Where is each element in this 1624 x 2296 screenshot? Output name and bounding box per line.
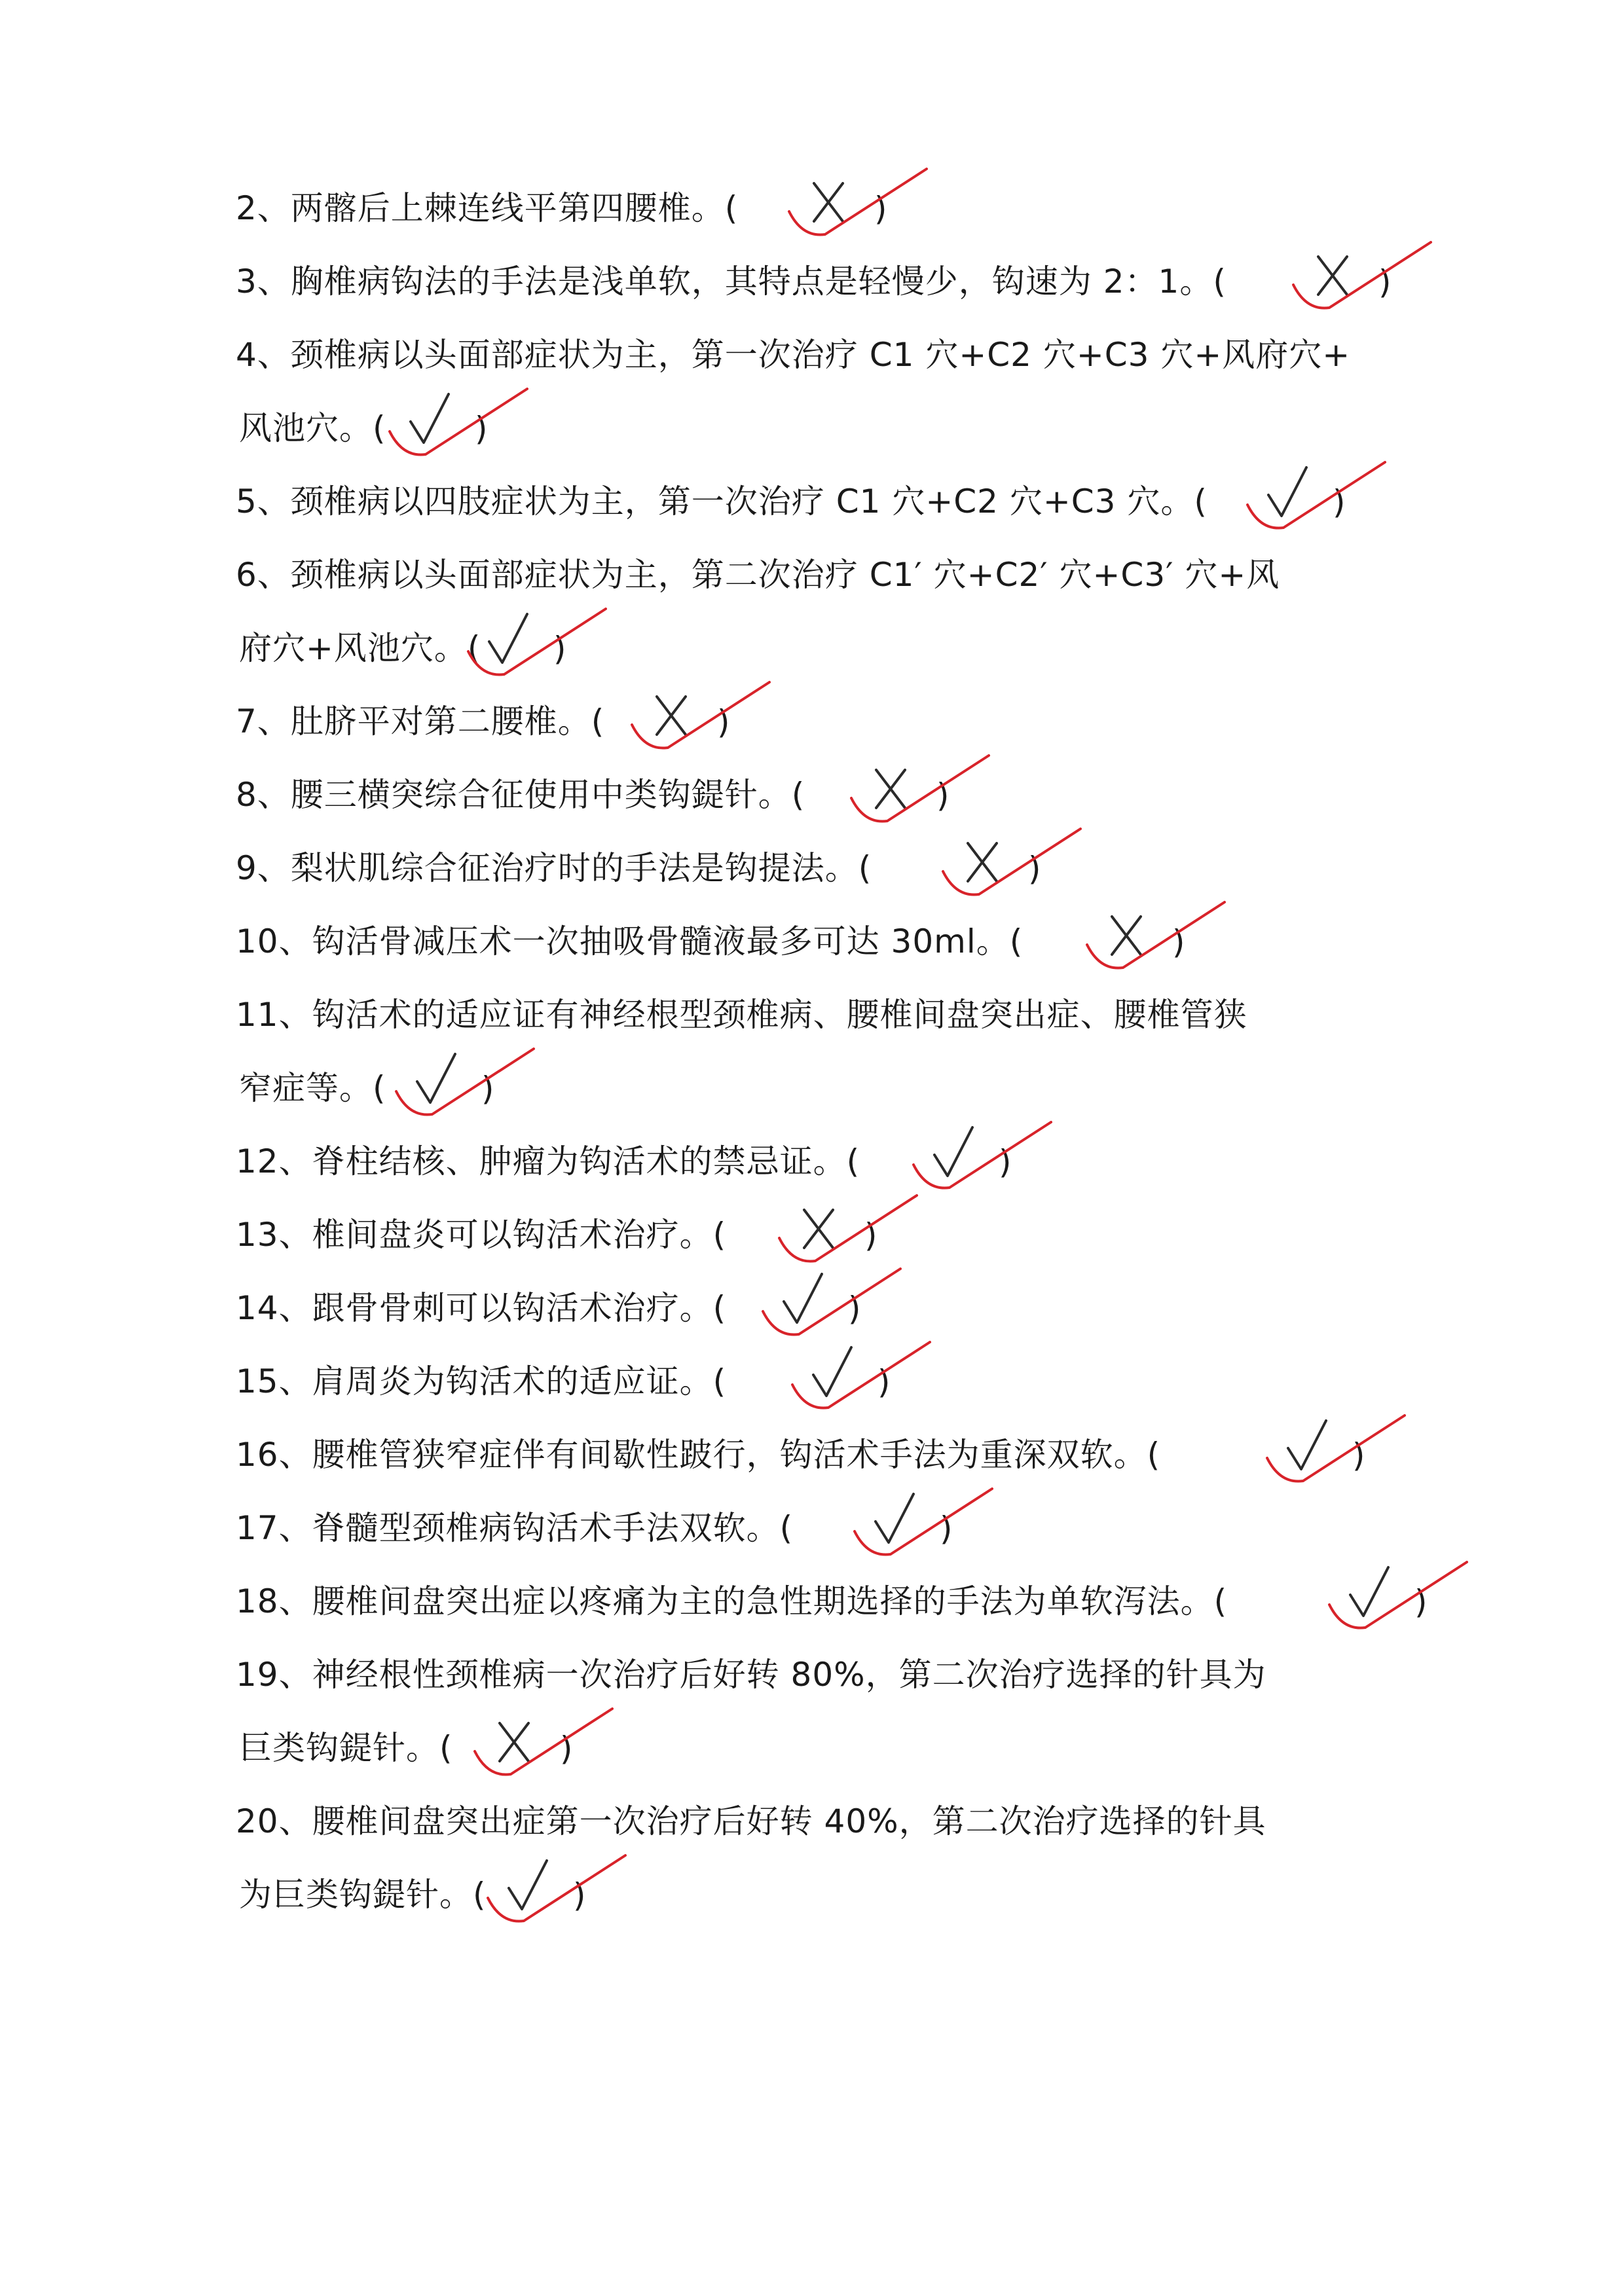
question-20: 20、腰椎间盘突出症第一次治疗后好转 40%，第二次治疗选择的针具 xyxy=(236,1802,1266,1840)
handwritten-check-icon xyxy=(411,394,449,443)
closing-paren: ) xyxy=(1378,263,1392,301)
closing-paren: ) xyxy=(717,703,730,741)
closing-paren: ) xyxy=(940,1510,953,1548)
question-16: 16、腰椎管狭窄症伴有间歇性跛行，钩活术手法为重深双软。( xyxy=(236,1436,1161,1474)
closing-paren: ) xyxy=(573,1876,586,1914)
question-20-cont: 为巨类钩鍉针。( xyxy=(239,1876,487,1914)
closing-paren: ) xyxy=(864,1216,877,1254)
handwritten-check-icon xyxy=(784,1274,822,1322)
question-6: 6、颈椎病以头面部症状为主，第二次治疗 C1′ 穴+C2′ 穴+C3′ 穴+风 xyxy=(236,556,1280,594)
handwritten-check-icon xyxy=(417,1054,455,1102)
handwritten-cross-icon xyxy=(657,697,686,735)
question-19-cont: 巨类钩鍉针。( xyxy=(239,1729,453,1767)
red-grading-tick-icon xyxy=(488,1855,625,1922)
handwritten-check-icon xyxy=(1288,1421,1326,1469)
red-grading-tick-icon xyxy=(475,1709,612,1775)
red-grading-tick-icon xyxy=(390,389,527,455)
red-grading-tick-icon xyxy=(855,1489,992,1555)
handwritten-check-icon xyxy=(1268,467,1306,516)
red-grading-tick-icon xyxy=(1329,1562,1467,1628)
red-grading-tick-icon xyxy=(1087,902,1225,968)
closing-paren: ) xyxy=(1172,923,1185,961)
question-12: 12、脊柱结核、肿瘤为钩活术的禁忌证。( xyxy=(236,1142,860,1180)
handwritten-cross-icon xyxy=(804,1210,833,1248)
question-11: 11、钩活术的适应证有神经根型颈椎病、腰椎间盘突出症、腰椎管狭 xyxy=(236,996,1247,1034)
red-grading-tick-icon xyxy=(1247,462,1385,528)
handwritten-check-icon xyxy=(489,614,527,663)
question-2: 2、两髂后上棘连线平第四腰椎。( xyxy=(236,189,739,227)
closing-paren: ) xyxy=(1414,1583,1428,1621)
handwritten-check-icon xyxy=(876,1494,913,1542)
handwritten-cross-icon xyxy=(968,843,997,881)
question-15: 15、肩周炎为钩活术的适应证。( xyxy=(236,1362,727,1400)
handwritten-cross-icon xyxy=(804,1210,833,1248)
closing-paren: ) xyxy=(936,776,950,814)
red-grading-tick-icon xyxy=(1293,242,1431,308)
red-grading-tick-icon xyxy=(779,1195,917,1262)
handwritten-cross-icon xyxy=(814,183,843,221)
question-17: 17、脊髓型颈椎病钩活术手法双软。( xyxy=(236,1509,794,1547)
question-6-cont: 府穴+风池穴。( xyxy=(239,629,481,667)
red-grading-tick-icon xyxy=(763,1269,900,1335)
handwritten-cross-icon xyxy=(876,770,905,808)
handwritten-cross-icon xyxy=(968,843,997,881)
red-grading-tick-icon xyxy=(913,1122,1051,1188)
question-8: 8、腰三横突综合征使用中类钩鍉针。( xyxy=(236,776,805,814)
closing-paren: ) xyxy=(560,1730,573,1768)
handwritten-cross-icon xyxy=(814,183,843,221)
question-7: 7、肚脐平对第二腰椎。( xyxy=(236,702,605,740)
handwritten-cross-icon xyxy=(876,770,905,808)
closing-paren: ) xyxy=(1352,1436,1365,1474)
question-18: 18、腰椎间盘突出症以疼痛为主的急性期选择的手法为单软泻法。( xyxy=(236,1582,1228,1620)
handwritten-check-icon xyxy=(1350,1567,1388,1616)
red-grading-tick-icon xyxy=(396,1049,534,1115)
question-9: 9、梨状肌综合征治疗时的手法是钩提法。( xyxy=(236,849,872,887)
red-grading-tick-icon xyxy=(789,169,927,235)
closing-paren: ) xyxy=(1333,483,1346,521)
closing-paren: ) xyxy=(999,1143,1012,1181)
handwritten-check-icon xyxy=(509,1861,547,1909)
red-grading-tick-icon xyxy=(1267,1415,1405,1482)
handwritten-cross-icon xyxy=(1318,257,1347,295)
handwritten-check-icon xyxy=(813,1347,851,1396)
red-grading-tick-icon xyxy=(632,682,769,748)
closing-paren: ) xyxy=(848,1290,861,1328)
closing-paren: ) xyxy=(874,190,887,228)
question-10: 10、钩活骨减压术一次抽吸骨髓液最多可达 30ml。( xyxy=(236,922,1024,960)
closing-paren: ) xyxy=(877,1363,891,1401)
question-14: 14、跟骨骨刺可以钩活术治疗。( xyxy=(236,1289,727,1327)
question-19: 19、神经根性颈椎病一次治疗后好转 80%，第二次治疗选择的针具为 xyxy=(236,1656,1266,1694)
closing-paren: ) xyxy=(481,1070,494,1108)
question-11-cont: 窄症等。( xyxy=(239,1069,386,1107)
closing-paren: ) xyxy=(553,630,566,668)
red-grading-tick-icon xyxy=(851,756,989,822)
red-grading-tick-icon xyxy=(468,609,606,675)
handwritten-cross-icon xyxy=(1112,917,1141,955)
question-13: 13、椎间盘炎可以钩活术治疗。( xyxy=(236,1216,727,1254)
question-3: 3、胸椎病钩法的手法是浅单软，其特点是轻慢少，钩速为 2：1。( xyxy=(236,263,1227,301)
handwritten-cross-icon xyxy=(657,697,686,735)
closing-paren: ) xyxy=(1028,850,1041,888)
handwritten-cross-icon xyxy=(1318,257,1347,295)
question-4: 4、颈椎病以头面部症状为主，第一次治疗 C1 穴+C2 穴+C3 穴+风府穴+ xyxy=(236,336,1351,374)
handwritten-check-icon xyxy=(934,1127,972,1176)
question-5: 5、颈椎病以四肢症状为主，第一次治疗 C1 穴+C2 穴+C3 穴。( xyxy=(236,483,1208,520)
handwritten-cross-icon xyxy=(500,1723,528,1761)
closing-paren: ) xyxy=(475,410,488,448)
question-4-cont: 风池穴。( xyxy=(239,409,386,447)
red-grading-tick-icon xyxy=(943,829,1080,895)
handwritten-cross-icon xyxy=(500,1723,528,1761)
handwritten-cross-icon xyxy=(1112,917,1141,955)
red-grading-tick-icon xyxy=(792,1342,930,1408)
